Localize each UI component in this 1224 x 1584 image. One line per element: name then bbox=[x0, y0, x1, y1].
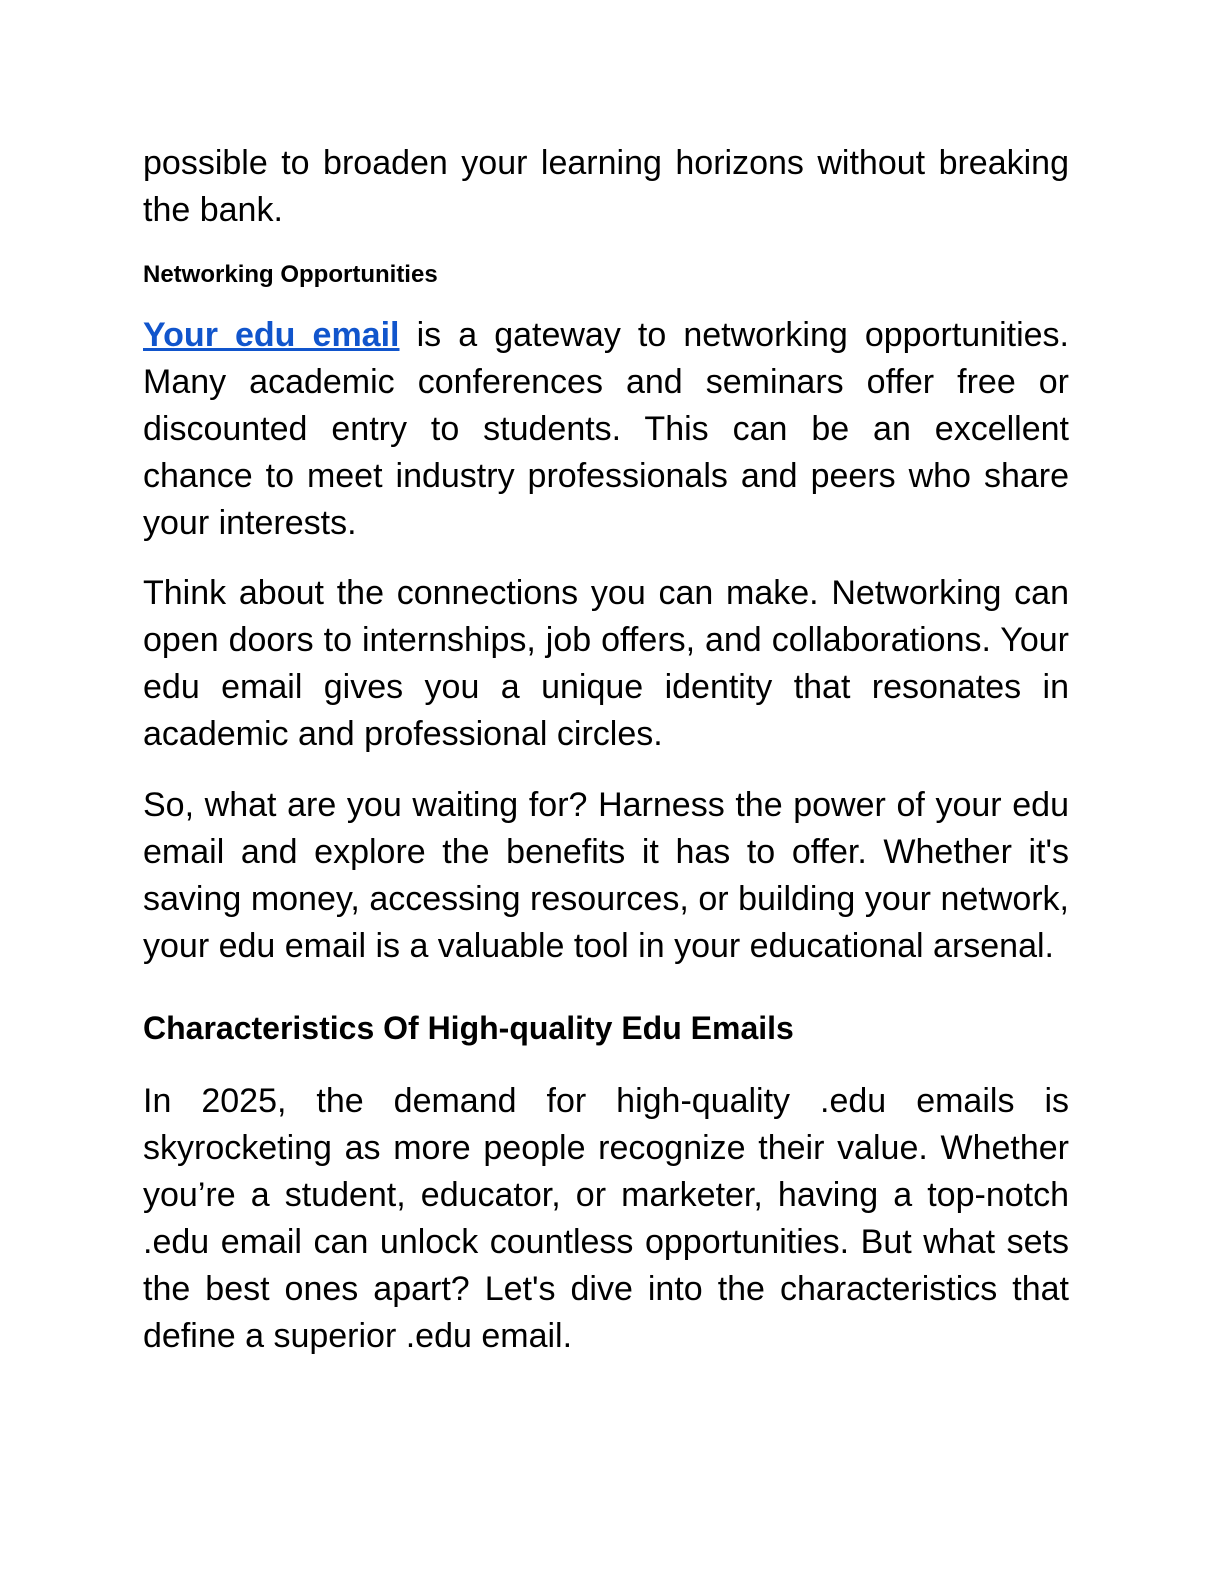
edu-email-link[interactable]: Your edu email bbox=[143, 316, 400, 354]
characteristics-heading: Characteristics Of High-quality Edu Emails bbox=[143, 1010, 794, 1046]
document-page bbox=[143, 140, 1069, 1360]
networking-paragraph-1-text: is a gateway to networking opportunities. Many academic conferences and seminars offer free or discounted entry to students. This can be an excellent chance to meet industry professionals and peers who share your interests. bbox=[143, 316, 1069, 542]
characteristics-paragraph-1: In 2025, the demand for high-quality .edu emails is skyrocketing as more people recognize their value. Whether you’re a student, educator, or marketer, having a top-notch .edu email can unlock countless opportunities. But what sets the best ones apart? Let's dive into the characteristics that define a superior .edu email. bbox=[143, 1082, 1069, 1355]
networking-heading: Networking Opportunities bbox=[143, 261, 438, 288]
networking-paragraph-2: Think about the connections you can make. Networking can open doors to internships, job offers, and collaborations. Your edu email gives you a unique identity that resonates in academic and professional circles. bbox=[143, 574, 1069, 753]
networking-paragraph-1 bbox=[143, 312, 1069, 547]
networking-paragraph-3: So, what are you waiting for? Harness the power of your edu email and explore the benefits it has to offer. Whether it's saving money, accessing resources, or building your network, your edu email is a valuable tool in your educational arsenal. bbox=[143, 786, 1069, 965]
intro-paragraph-tail: possible to broaden your learning horizons without breaking the bank. bbox=[143, 144, 1069, 229]
